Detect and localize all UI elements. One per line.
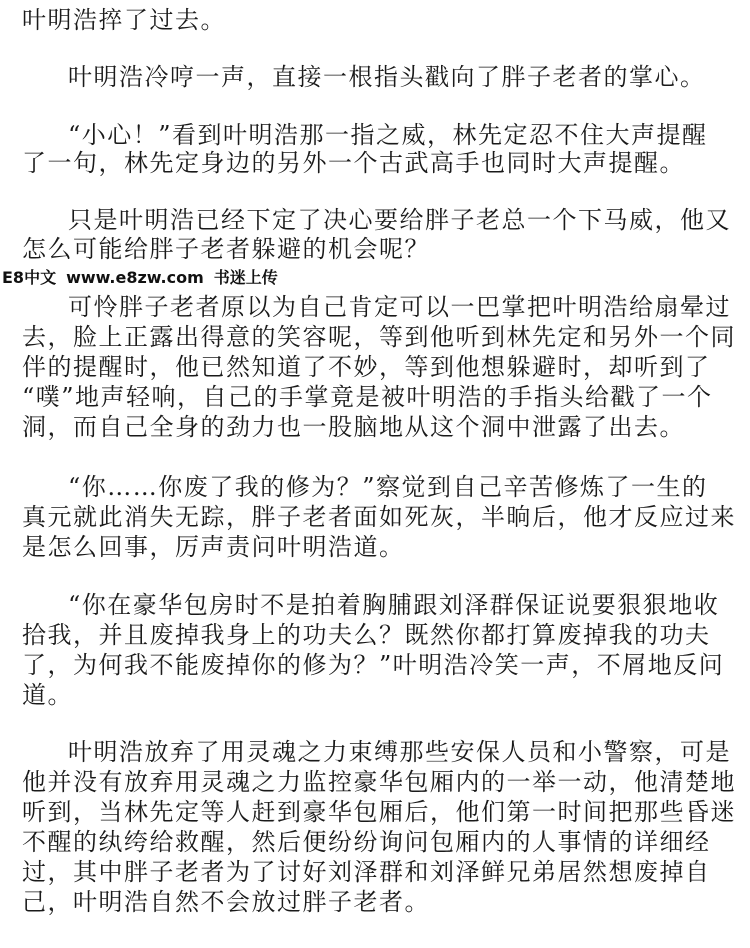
text-line: 过，其中胖子老者为了讨好刘泽群和刘泽鲜兄弟居然想废掉自	[22, 858, 711, 886]
text-line: 己，叶明浩自然不会放过胖子老者。	[22, 888, 430, 916]
watermark-url: www.e8zw.com	[66, 268, 204, 287]
text-line: 叶明浩冷哼一声，直接一根指头戳向了胖子老者的掌心。	[68, 63, 706, 91]
text-line: 洞，而自己全身的劲力也一股脑地从这个洞中泄露了出去。	[22, 413, 685, 441]
text-line: 了，为何我不能废掉你的修为？”叶明浩冷笑一声，不屑地反问	[22, 651, 725, 679]
text-line: 道。	[22, 681, 73, 709]
text-line: 拾我，并且废掉我身上的功夫么？既然你都打算废掉我的功夫	[22, 621, 711, 649]
site-watermark	[2, 265, 278, 288]
text-line: 怎么可能给胖子老者躲避的机会呢？	[22, 235, 430, 263]
text-line: 叶明浩捽了过去。	[22, 6, 226, 34]
text-line: “小心！”看到叶明浩那一指之威，林先定忍不住大声提醒	[68, 121, 708, 149]
text-line: 了一句，林先定身边的另外一个古武高手也同时大声提醒。	[22, 149, 685, 177]
watermark-tagline: 书迷上传	[213, 268, 278, 287]
text-line: 只是叶明浩已经下定了决心要给胖子老总一个下马威，他又	[68, 206, 731, 234]
text-line: “你在豪华包房时不是拍着胸脯跟刘泽群保证说要狠狠地收	[68, 591, 720, 619]
text-line: “噗”地声轻响，自己的手掌竟是被叶明浩的手指头给戳了一个	[22, 383, 713, 411]
text-line: 可怜胖子老者原以为自己肯定可以一巴掌把叶明浩给扇晕过	[68, 293, 731, 321]
text-line: 他并没有放弃用灵魂之力监控豪华包厢内的一举一动，他清楚地	[22, 768, 736, 796]
text-line: 不醒的纨绔给救醒，然后便纷纷询问包厢内的人事情的详细经	[22, 828, 711, 856]
text-line: 去，脸上正露出得意的笑容呢，等到他听到林先定和另外一个同	[22, 323, 736, 351]
text-line: 伴的提醒时，他已然知道了不妙，等到他想躲避时，却听到了	[22, 353, 711, 381]
text-line: 真元就此消失无踪，胖子老者面如死灰，半晌后，他才反应过来	[22, 503, 736, 531]
text-line: 是怎么回事，厉声责问叶明浩道。	[22, 533, 405, 561]
watermark-brand: E8中文	[2, 268, 57, 287]
text-line: “你……你废了我的修为？”察觉到自己辛苦修炼了一生的	[68, 473, 708, 501]
text-line: 叶明浩放弃了用灵魂之力束缚那些安保人员和小警察，可是	[68, 738, 731, 766]
text-line: 听到，当林先定等人赶到豪华包厢后，他们第一时间把那些昏迷	[22, 798, 736, 826]
